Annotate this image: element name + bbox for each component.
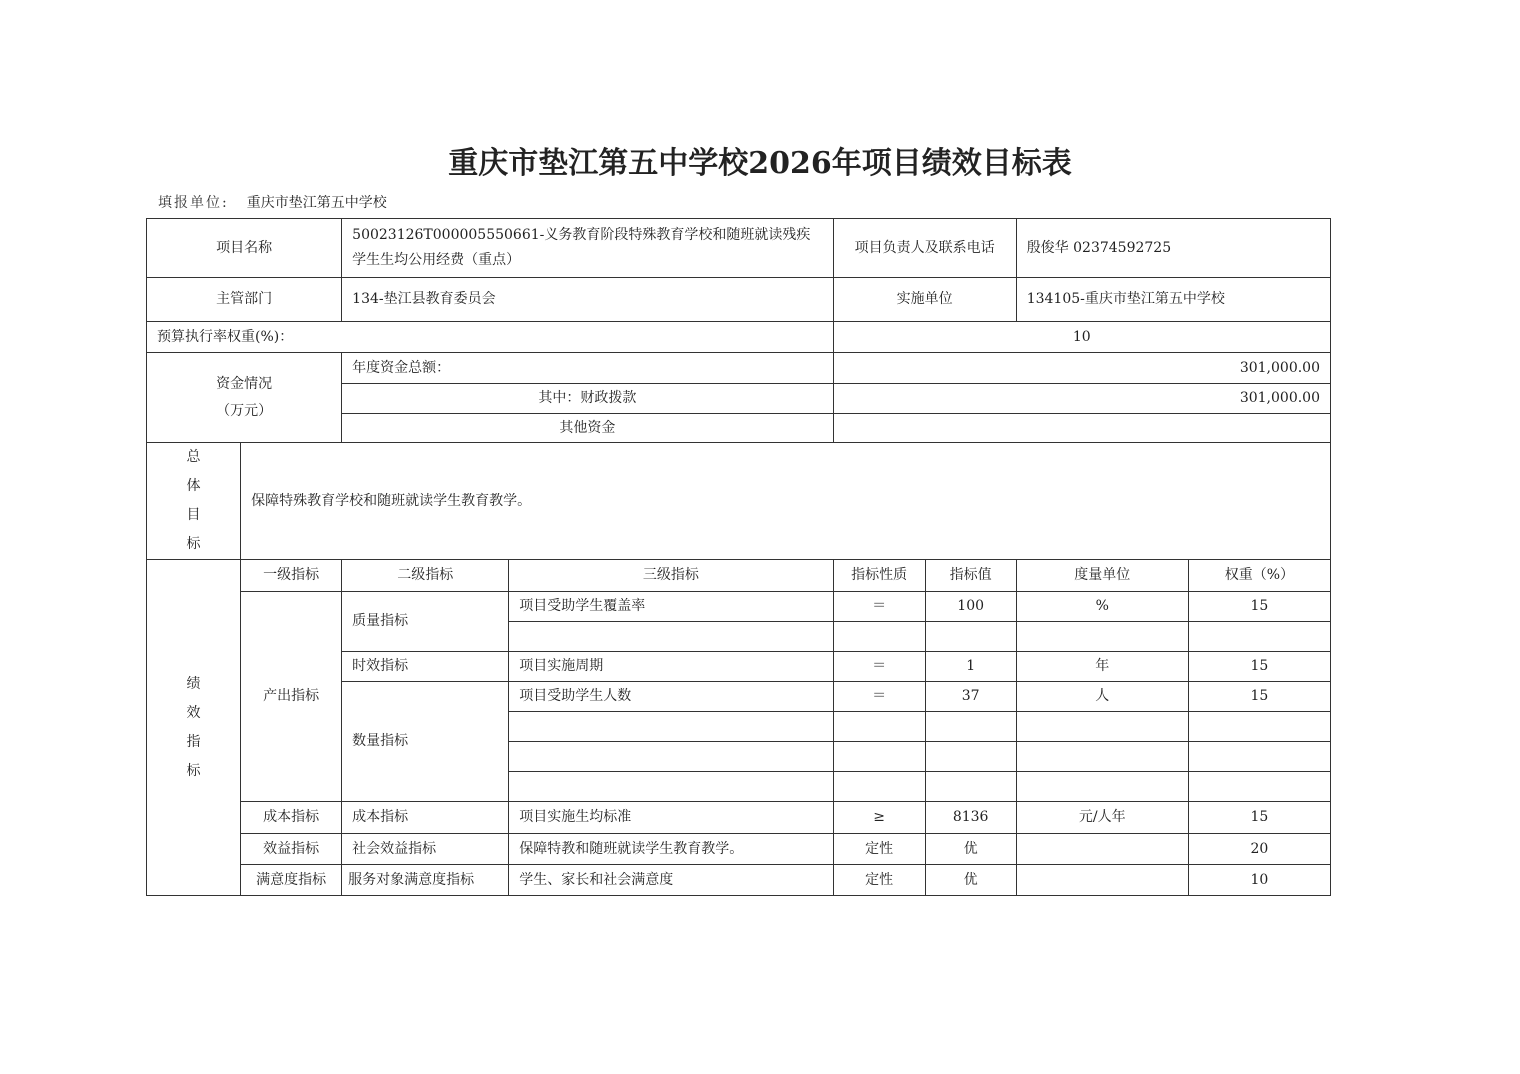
indicator-value: 1: [925, 652, 1016, 682]
row-project-name: [147, 219, 1331, 278]
indicator-weight: 20: [1188, 834, 1330, 865]
indicator-name: 项目受助学生人数: [509, 682, 833, 712]
indicator-value: [925, 622, 1016, 652]
indicator-nature: 定性: [833, 865, 925, 896]
indicator-weight: 15: [1188, 652, 1330, 682]
indicator-weight: [1188, 622, 1330, 652]
page-title: 重庆市垫江第五中学校2026年项目绩效目标表: [448, 146, 1072, 181]
goal-label-char: 体: [186, 478, 201, 494]
satisfaction-indicator-l2: 服务对象满意度指标: [342, 865, 509, 896]
indicator-nature: 定性: [833, 834, 925, 865]
indicator-nature: ≥: [833, 802, 925, 834]
indicator-weight: [1188, 712, 1330, 742]
project-name-label: 项目名称: [147, 219, 342, 278]
indicators-label-char: 效: [186, 704, 201, 721]
funds-label-line1: 资金情况: [216, 375, 273, 392]
goal-label-char: 总: [186, 449, 201, 465]
dept-label: 主管部门: [147, 278, 342, 322]
contact-value: 殷俊华 02374592725: [1016, 219, 1330, 278]
budget-rate-label: 预算执行率权重(%)：: [147, 322, 834, 353]
row-funds-total: [147, 353, 1331, 384]
indicator-name: 项目实施周期: [509, 652, 833, 682]
indicator-weight: 15: [1188, 592, 1330, 622]
cost-indicator-l1: 成本指标: [241, 802, 342, 834]
indicator-nature: ＝: [833, 652, 925, 682]
indicator-unit: [1016, 865, 1188, 896]
indicator-unit: [1016, 712, 1188, 742]
funds-fiscal-label: 其中：财政拨款: [342, 384, 833, 414]
indicator-weight: [1188, 772, 1330, 802]
fill-unit-label: 填报单位:: [158, 195, 229, 211]
table-row: [147, 865, 1331, 896]
benefit-indicator-l1: 效益指标: [241, 834, 342, 865]
row-dept: [147, 278, 1331, 322]
indicator-name: 保障特教和随班就读学生教育教学。: [509, 834, 833, 865]
fill-unit: [158, 192, 387, 212]
indicator-unit: [1016, 772, 1188, 802]
indicator-name: [509, 742, 833, 772]
indicator-nature: [833, 772, 925, 802]
header-weight: 权重（%）: [1188, 560, 1330, 592]
indicator-unit: 人: [1016, 682, 1188, 712]
table-row: [147, 834, 1331, 865]
indicator-nature: ＝: [833, 592, 925, 622]
indicator-value: [925, 742, 1016, 772]
project-name: 50023126T000005550661-义务教育阶段特殊教育学校和随班就读残疾学生生均公用经费（重点）: [342, 219, 833, 278]
header-unit: 度量单位: [1016, 560, 1188, 592]
header-level1: 一级指标: [241, 560, 342, 592]
goal-label-char: 目: [186, 507, 201, 523]
impl-label: 实施单位: [833, 278, 1016, 322]
funds-other-label: 其他资金: [342, 414, 833, 443]
indicator-weight: 15: [1188, 802, 1330, 834]
indicator-value: 37: [925, 682, 1016, 712]
header-value: 指标值: [925, 560, 1016, 592]
header-level3: 三级指标: [509, 560, 833, 592]
indicator-name: 项目实施生均标准: [509, 802, 833, 834]
indicators-label: [147, 560, 241, 896]
funds-total-value: 301,000.00: [833, 353, 1330, 384]
indicator-value: 优: [925, 834, 1016, 865]
contact-label: 项目负责人及联系电话: [833, 219, 1016, 278]
indicator-nature: ＝: [833, 682, 925, 712]
table-row: [147, 592, 1331, 622]
time-indicator-label: 时效指标: [342, 652, 509, 682]
goal-label: [147, 443, 241, 560]
indicators-label-char: 指: [186, 733, 201, 750]
performance-table: [146, 218, 1331, 896]
indicator-name: 项目受助学生覆盖率: [509, 592, 833, 622]
header-nature: 指标性质: [833, 560, 925, 592]
satisfaction-indicator-l1: 满意度指标: [241, 865, 342, 896]
indicator-nature: [833, 712, 925, 742]
indicator-unit: %: [1016, 592, 1188, 622]
indicator-value: 100: [925, 592, 1016, 622]
indicator-name: [509, 772, 833, 802]
header-level2: 二级指标: [342, 560, 509, 592]
fill-unit-value: 重庆市垫江第五中学校: [246, 195, 387, 211]
output-indicator-label: 产出指标: [241, 592, 342, 802]
indicator-weight: 10: [1188, 865, 1330, 896]
indicator-name: [509, 712, 833, 742]
indicator-value: 优: [925, 865, 1016, 896]
indicator-weight: [1188, 742, 1330, 772]
indicator-value: [925, 712, 1016, 742]
quantity-indicator-label: 数量指标: [342, 682, 509, 802]
row-indicator-headers: [147, 560, 1331, 592]
indicators-label-char: 绩: [186, 675, 201, 692]
budget-rate-value: 10: [833, 322, 1330, 353]
indicator-unit: [1016, 834, 1188, 865]
indicator-nature: [833, 742, 925, 772]
table-row: [147, 802, 1331, 834]
goal-text: 保障特殊教育学校和随班就读学生教育教学。: [241, 443, 1331, 560]
indicators-label-char: 标: [186, 762, 201, 779]
indicator-value: 8136: [925, 802, 1016, 834]
indicator-name: 学生、家长和社会满意度: [509, 865, 833, 896]
indicator-name: [509, 622, 833, 652]
indicator-value: [925, 772, 1016, 802]
impl-value: 134105-重庆市垫江第五中学校: [1016, 278, 1330, 322]
indicator-unit: 元/人年: [1016, 802, 1188, 834]
goal-label-char: 标: [186, 536, 201, 552]
benefit-indicator-l2: 社会效益指标: [342, 834, 509, 865]
indicator-nature: [833, 622, 925, 652]
indicator-unit: 年: [1016, 652, 1188, 682]
row-budget-rate: [147, 322, 1331, 353]
indicator-weight: 15: [1188, 682, 1330, 712]
indicator-unit: [1016, 622, 1188, 652]
dept-value: 134-垫江县教育委员会: [342, 278, 833, 322]
funds-fiscal-value: 301,000.00: [833, 384, 1330, 414]
quality-indicator-label: 质量指标: [342, 592, 509, 652]
cost-indicator-l2: 成本指标: [342, 802, 509, 834]
row-goal: [147, 443, 1331, 560]
indicator-unit: [1016, 742, 1188, 772]
funds-label-line2: （万元）: [216, 402, 273, 419]
funds-total-label: 年度资金总额：: [342, 353, 833, 384]
funds-label: [147, 353, 342, 443]
funds-other-value: [833, 414, 1330, 443]
